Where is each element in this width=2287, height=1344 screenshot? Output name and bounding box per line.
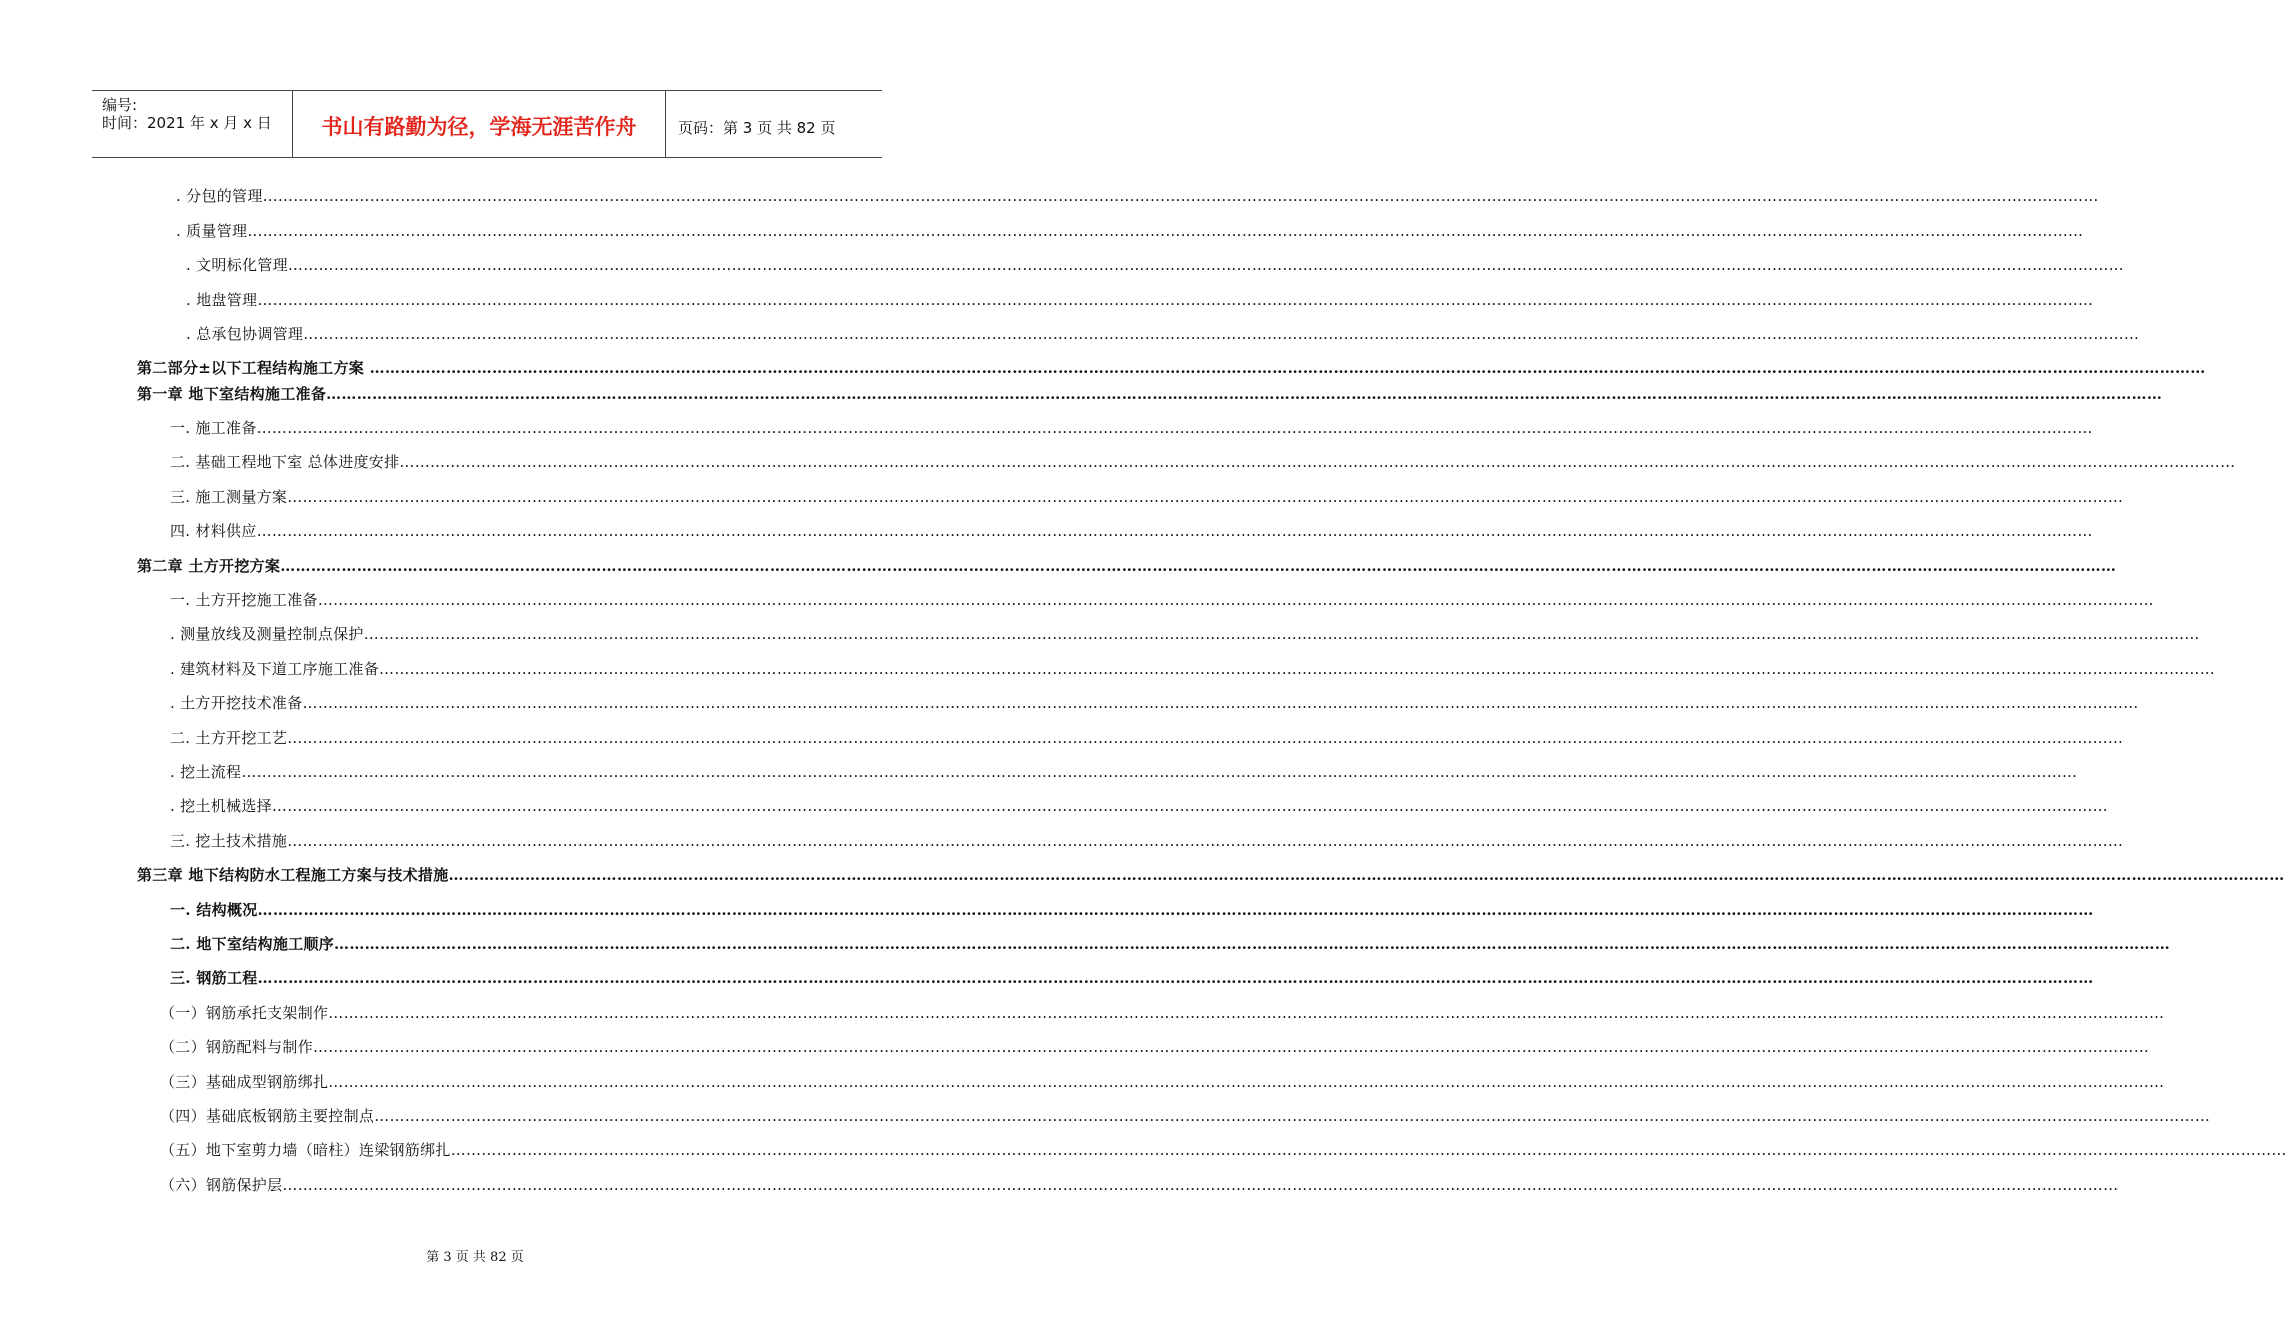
toc-entry: （一）钢筋承托支架制作……………………………………………………………………………………………………………………………………………………………………………………………………………………………………………………………………………………………………………………………… [160,1004,2165,1022]
toc-entry: （二）钢筋配料与制作……………………………………………………………………………………………………………………………………………………………………………………………………………………………………………………………………………………………………………………………… [160,1038,2149,1056]
toc-entry: 二. 土方开挖工艺……………………………………………………………………………………………………………………………………………………………………………………………………………………………………………………………………………………………………………………………… [170,729,2124,747]
header-middle-cell [293,91,666,157]
toc-entry: 一. 施工准备……………………………………………………………………………………………………………………………………………………………………………………………………………………………………………………………………………………………………………………………… [170,419,2093,437]
header-right-cell [666,91,882,157]
number-label: 编号: [102,96,138,114]
toc-entry: （三）基础成型钢筋绑扎……………………………………………………………………………………………………………………………………………………………………………………………………………………………………………………………………………………………………………………………… [160,1073,2165,1091]
toc-entry: 二. 基础工程地下室 总体进度安排……………………………………………………………………………………………………………………………………………………………………………………………………………………………………………………………………………………………………………………………… [170,453,2236,471]
header-left-cell [92,91,293,157]
toc-entry: . 文明标化管理……………………………………………………………………………………………………………………………………………………………………………………………………………………………………………………………………………………………………………………………… [186,256,2124,274]
toc-entry: 第二部分±以下工程结构施工方案 ……………………………………………………………………………………………………………………………………………………………………………………………………………………………………………………………………………………………………………………………… [137,359,2206,377]
toc-entry: （四）基础底板钢筋主要控制点……………………………………………………………………………………………………………………………………………………………………………………………………………………………………………………………………………………………………………………………… [160,1107,2211,1125]
toc-entry: . 土方开挖技术准备……………………………………………………………………………………………………………………………………………………………………………………………………………………………………………………………………………………………………………………………… [170,694,2139,712]
toc-entry: 一. 结构概况……………………………………………………………………………………………………………………………………………………………………………………………………………………………………………………………………………………………………………………………… [170,901,2094,919]
header-motto: 书山有路勤为径，学海无涯苦作舟 [321,115,637,139]
toc-entry: 四. 材料供应……………………………………………………………………………………………………………………………………………………………………………………………………………………………………………………………………………………………………………………………… [170,522,2093,540]
toc-entry: . 质量管理……………………………………………………………………………………………………………………………………………………………………………………………………………………………………………………………………………………………………………………………… [176,222,2084,240]
toc-entry: 三. 挖土技术措施……………………………………………………………………………………………………………………………………………………………………………………………………………………………………………………………………………………………………………………………… [170,832,2124,850]
page-header [92,90,882,158]
toc-entry: 二. 地下室结构施工顺序……………………………………………………………………………………………………………………………………………………………………………………………………………………………………………………………………………………………………………………………… [170,935,2171,953]
toc-entry: （六）钢筋保护层……………………………………………………………………………………………………………………………………………………………………………………………………………………………………………………………………………………………………………………………… [160,1176,2119,1194]
toc-entry: . 挖土机械选择……………………………………………………………………………………………………………………………………………………………………………………………………………………………………………………………………………………………………………………………… [170,797,2108,815]
page-footer: 第 3 页 共 82 页 [426,1250,524,1265]
toc-entry: （五）地下室剪力墙（暗柱）连梁钢筋绑扎……………………………………………………………………………………………………………………………………………………………………………………………………………………………………………………………………………………………………………………………… [160,1141,2287,1159]
time-label: 时间：2021 年 x 月 x 日 [102,114,272,132]
toc-entry: 三. 施工测量方案……………………………………………………………………………………………………………………………………………………………………………………………………………………………………………………………………………………………………………………………… [170,488,2124,506]
toc-entry: . 总承包协调管理……………………………………………………………………………………………………………………………………………………………………………………………………………………………………………………………………………………………………………………………… [186,325,2140,343]
toc-entry: 第三章 地下结构防水工程施工方案与技术措施……………………………………………………………………………………………………………………………………………………………………………………………………………………………………………………………………………………………………………………………… [137,866,2285,884]
toc-entry: . 建筑材料及下道工序施工准备……………………………………………………………………………………………………………………………………………………………………………………………………………………………………………………………………………………………………………………………… [170,660,2216,678]
toc-entry: . 测量放线及测量控制点保护……………………………………………………………………………………………………………………………………………………………………………………………………………………………………………………………………………………………………………………………… [170,625,2200,643]
toc-entry: 第一章 地下室结构施工准备……………………………………………………………………………………………………………………………………………………………………………………………………………………………………………………………………………………………………………………………… [137,385,2163,403]
toc-entry: 一. 土方开挖施工准备……………………………………………………………………………………………………………………………………………………………………………………………………………………………………………………………………………………………………………………………… [170,591,2154,609]
toc-entry: 第二章 土方开挖方案……………………………………………………………………………………………………………………………………………………………………………………………………………………………………………………………………………………………………………………………… [137,557,2117,575]
toc-entry: 三. 钢筋工程……………………………………………………………………………………………………………………………………………………………………………………………………………………………………………………………………………………………………………………………… [170,969,2094,987]
toc-entry: . 地盘管理……………………………………………………………………………………………………………………………………………………………………………………………………………………………………………………………………………………………………………………………… [186,291,2094,309]
toc-entry: . 分包的管理……………………………………………………………………………………………………………………………………………………………………………………………………………………………………………………………………………………………………………………………… [176,187,2099,205]
header-page-info: 页码：第 3 页 共 82 页 [678,119,836,137]
toc-entry: . 挖土流程……………………………………………………………………………………………………………………………………………………………………………………………………………………………………………………………………………………………………………………………… [170,763,2078,781]
